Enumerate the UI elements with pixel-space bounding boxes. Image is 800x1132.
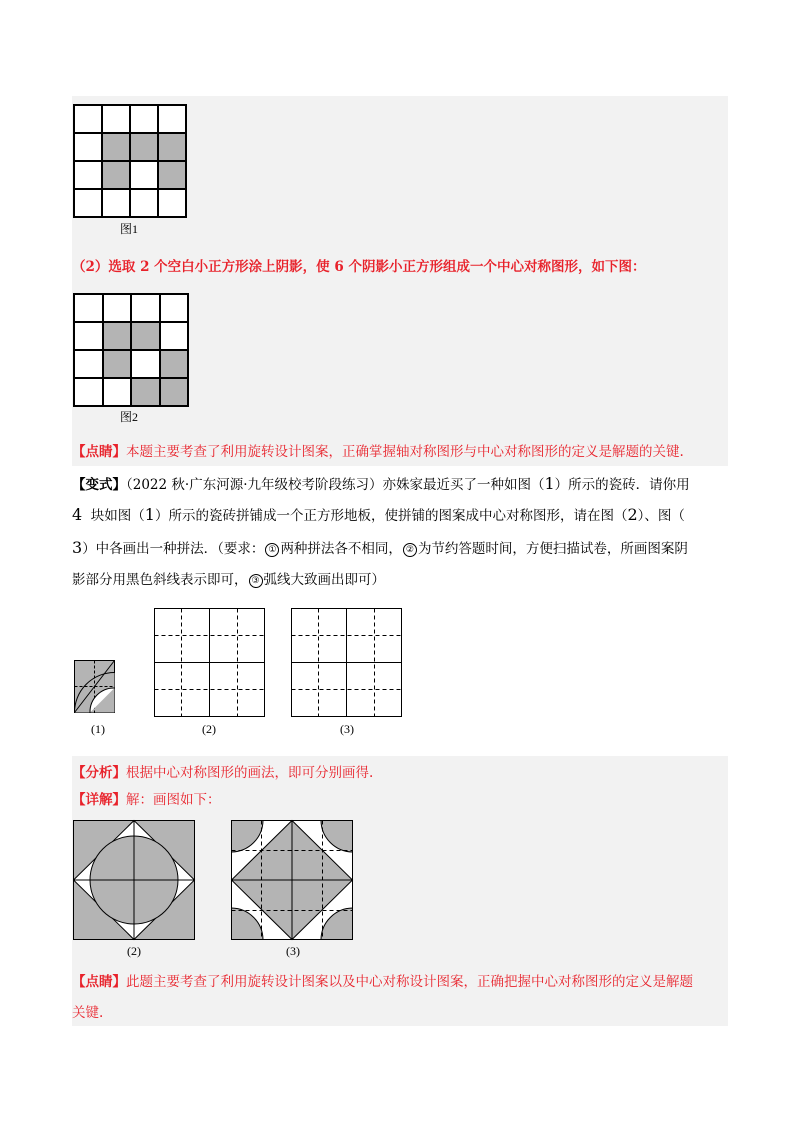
blank-square [158,105,186,133]
blank-square [103,378,132,406]
fenxi-tag: 【分析】 [72,765,126,781]
shaded-square [158,133,186,161]
shaded-square [131,378,160,406]
blank-square [102,105,130,133]
fenxi [72,763,373,783]
blank-square [74,105,102,133]
shaded-square [103,322,132,350]
bianshi-text-2b: ）所示的瓷砖拼铺成一个正方形地板，使拼铺的图案成中心对称图形，请在图（ [154,508,628,524]
shaded-square [102,161,130,189]
dianjing-1-tag: 【点睛】 [72,444,126,460]
blank-square [74,294,103,322]
shaded-square [160,378,189,406]
circled-number: ② [403,543,417,557]
bianshi-text-2c: ）、图（ [637,508,685,524]
blank-square [74,133,102,161]
bianshi-num: 1 [544,474,555,493]
blank-square [103,294,132,322]
shaded-square [102,133,130,161]
dianjing-2-line-1 [72,972,693,992]
answer-caption-3: (3) [286,944,300,958]
tile-caption-3: (3) [340,722,354,736]
fenxi-text: 根据中心对称图形的画法，即可分别画得. [126,765,374,781]
answer-figure-2 [73,820,197,942]
dianjing-2-line-2: 关键. [72,1005,104,1021]
answer-figure-3 [231,820,355,942]
bianshi-num: 2 [627,505,638,524]
shaded-square [130,133,158,161]
bianshi-text-4a: 影部分用黑色斜线表示即可， [72,572,248,588]
blank-square [102,189,130,217]
blank-grid-3 [291,608,403,718]
dianjing-1 [72,442,684,462]
xiangjie-text: 解：画图如下： [126,792,221,808]
bianshi-text-2a: 块如图（ [90,508,145,524]
bianshi-line-2 [72,505,685,526]
circled-number: ③ [249,574,263,588]
tile-caption-2: (2) [202,722,216,736]
shaded-square [160,350,189,378]
blank-square [74,189,102,217]
bianshi-num: 3 [72,538,83,557]
bianshi-num: 1 [144,505,155,524]
blank-square [130,105,158,133]
figure-1-grid [73,104,187,218]
tile-figure-1 [74,660,116,714]
part-2-text: （2）选取 2 个空白小正方形涂上阴影，使 6 个阴影小正方形组成一个中心对称图形，如下图： [72,259,646,275]
bianshi-text-3b: 两种拼法各不相同， [280,541,402,557]
bianshi-text-3c: 为节约答题时间，方便扫描试卷，所画图案阴 [417,541,688,557]
blank-square [74,322,103,350]
figure-1-caption: 图1 [120,222,139,236]
shaded-square [131,322,160,350]
blank-square [74,350,103,378]
bianshi-line-1 [72,474,690,495]
blank-square [74,378,103,406]
dianjing-2-tag: 【点睛】 [72,974,126,990]
bianshi-line-4 [72,570,385,590]
answer-caption-2: (2) [127,944,141,958]
bianshi-text-4b: 弧线大致画出即可） [263,572,385,588]
shaded-square [103,350,132,378]
xiangjie [72,790,221,810]
bianshi-text-1b: ）所示的瓷砖．请你用 [554,477,690,493]
bianshi-tag: 【变式】 [72,477,126,493]
circled-number: ① [265,543,279,557]
dianjing-2-text-1: 此题主要考查了利用旋转设计图案以及中心对称设计图案，正确把握中心对称图形的定义是解题 [126,974,693,990]
blank-square [130,161,158,189]
blank-square [160,322,189,350]
figure-2-caption: 图2 [120,410,139,424]
bianshi-text-3a: ）中各画出一种拼法．（要求： [82,541,265,557]
blank-grid-2 [154,608,266,718]
xiangjie-tag: 【详解】 [72,792,126,808]
blank-square [74,161,102,189]
bianshi-num: 4 [72,505,83,524]
bianshi-line-3 [72,538,688,559]
figure-2-grid [73,293,189,407]
tile-caption-1: (1) [91,722,105,736]
blank-square [160,294,189,322]
blank-square [130,189,158,217]
blank-square [158,189,186,217]
blank-square [131,350,160,378]
bianshi-text-1a: （2022 秋·广东河源·九年级校考阶段练习）亦姝家最近买了一种如图（ [126,477,545,493]
blank-square [131,294,160,322]
shaded-square [158,161,186,189]
dianjing-1-text: 本题主要考查了利用旋转设计图案，正确掌握轴对称图形与中心对称图形的定义是解题的关键. [126,444,684,460]
